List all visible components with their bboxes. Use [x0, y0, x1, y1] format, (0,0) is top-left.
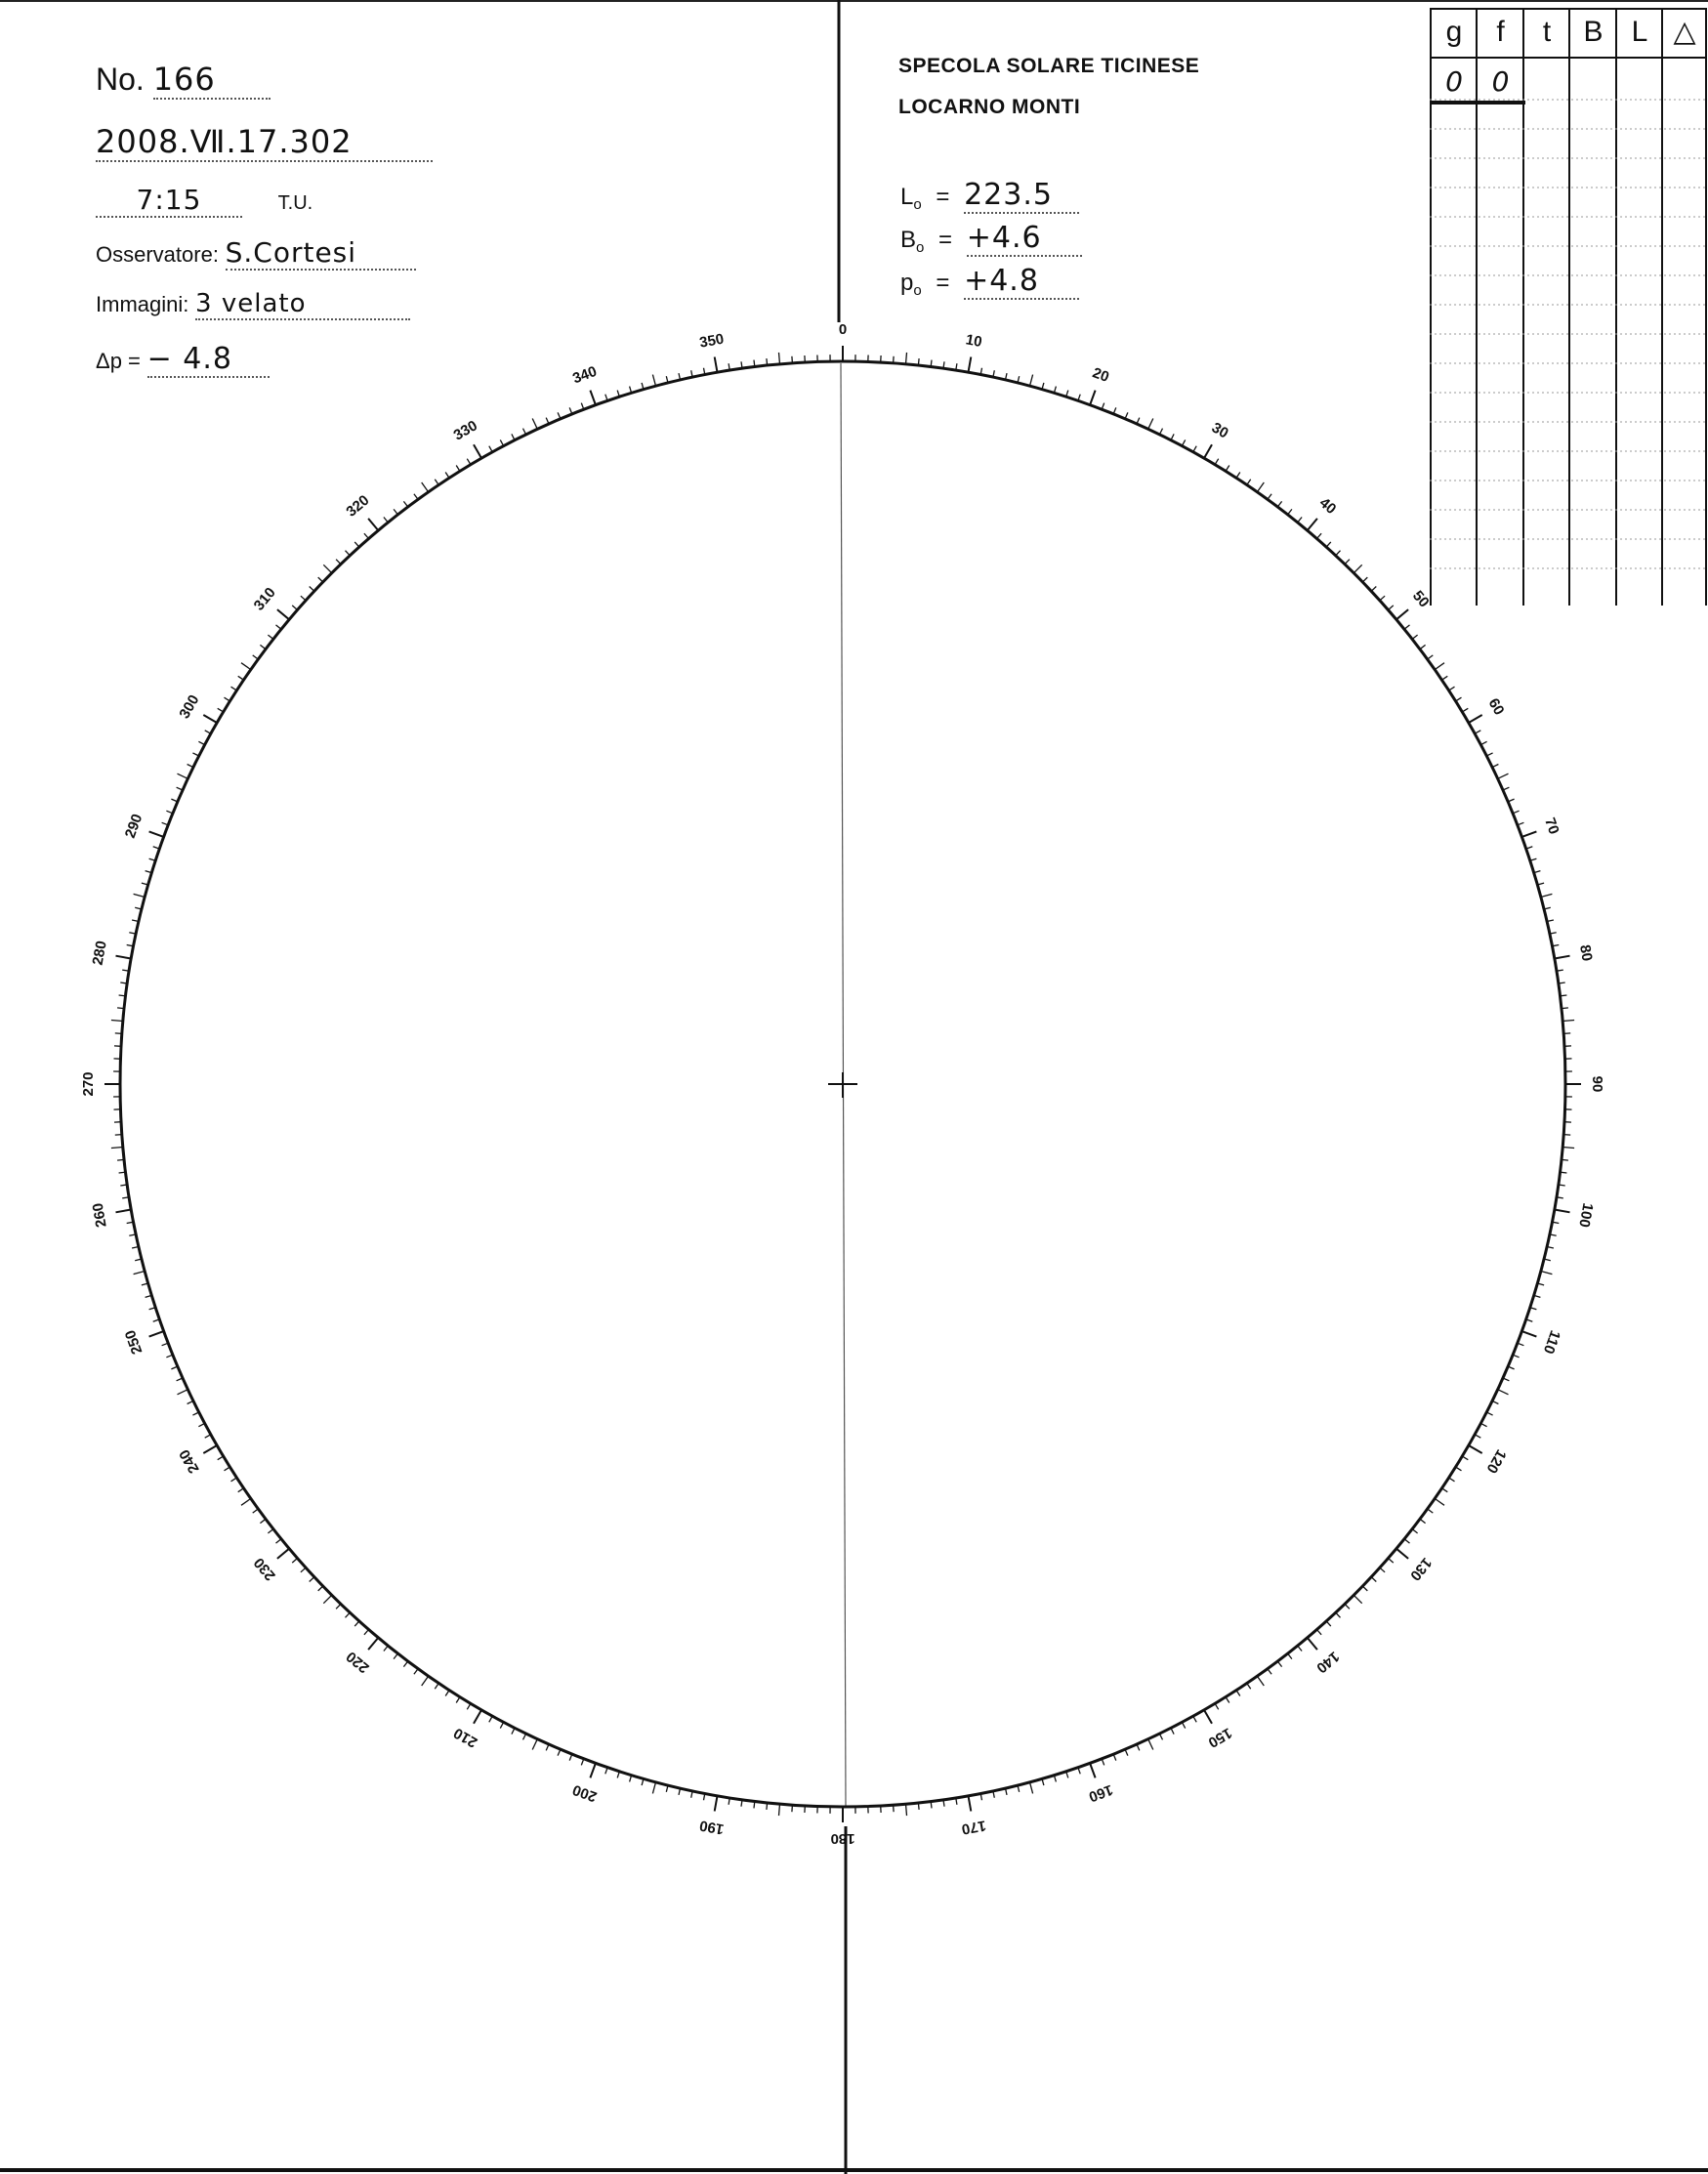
- degree-label: 300: [176, 691, 203, 722]
- degree-tick: [1396, 609, 1408, 619]
- degree-tick: [918, 1803, 919, 1810]
- degree-tick: [1456, 697, 1462, 701]
- observatory-location: LOCARNO MONTI: [898, 96, 1081, 118]
- degree-tick: [1193, 1716, 1196, 1722]
- degree-tick: [1182, 439, 1185, 445]
- degree-tick: [1354, 1595, 1361, 1603]
- degree-label: 210: [450, 1724, 480, 1751]
- degree-tick: [1442, 1488, 1448, 1492]
- degree-tick: [918, 358, 919, 365]
- degree-tick: [1204, 444, 1212, 458]
- degree-tick: [1226, 466, 1229, 472]
- degree-tick: [1469, 1445, 1482, 1453]
- degree-tick: [792, 356, 793, 363]
- degree-label: 220: [343, 1648, 373, 1677]
- cell-g-value: 0: [1445, 65, 1463, 98]
- degree-label: 130: [1406, 1554, 1436, 1584]
- degree-tick: [445, 1691, 449, 1696]
- B0-equals: =: [938, 227, 953, 253]
- degree-label: 250: [121, 1327, 146, 1357]
- degree-tick: [187, 765, 193, 768]
- degree-tick: [500, 439, 503, 445]
- degree-tick: [119, 995, 126, 996]
- degree-tick: [301, 596, 306, 601]
- degree-tick: [489, 446, 492, 452]
- degree-tick: [500, 1722, 503, 1728]
- degree-tick: [1204, 1710, 1212, 1724]
- degree-tick: [1561, 995, 1567, 996]
- images-value: 3 velato: [195, 289, 410, 320]
- degree-tick: [364, 533, 369, 538]
- degree-tick: [1562, 1021, 1574, 1022]
- number-value: 166: [153, 61, 271, 100]
- degree-tick: [1308, 519, 1317, 530]
- degree-tick: [205, 1435, 211, 1438]
- col-header-f: f: [1496, 16, 1505, 48]
- degree-label: 30: [1208, 419, 1231, 442]
- time-unit: T.U.: [277, 192, 313, 214]
- degree-label: 20: [1090, 364, 1111, 386]
- degree-tick: [134, 1272, 146, 1275]
- observatory-name: SPECOLA SOLARE TICINESE: [898, 55, 1200, 77]
- degree-tick: [1449, 687, 1455, 690]
- degree-tick: [767, 1803, 768, 1810]
- degree-tick: [115, 1033, 122, 1034]
- col-header-L: L: [1631, 16, 1648, 48]
- degree-tick: [1435, 663, 1444, 670]
- degree-tick: [1215, 1703, 1219, 1709]
- degree-label: 270: [79, 1071, 97, 1097]
- observer-value: S.Cortesi: [226, 236, 416, 271]
- degree-tick: [1563, 1135, 1570, 1136]
- degree-tick: [1435, 1498, 1444, 1505]
- degree-tick: [474, 1710, 481, 1724]
- degree-label: 240: [176, 1446, 203, 1477]
- col-header-g: g: [1445, 16, 1463, 48]
- degree-tick: [523, 1734, 526, 1739]
- degree-tick: [1159, 429, 1162, 435]
- degree-tick: [512, 434, 515, 439]
- observer-label: Osservatore:: [96, 242, 219, 267]
- degree-tick: [1492, 1401, 1498, 1403]
- degree-tick: [276, 1539, 281, 1543]
- L0-equals: =: [936, 184, 950, 210]
- degree-tick: [1268, 1669, 1271, 1675]
- degree-tick: [1171, 1728, 1174, 1734]
- degree-label: 340: [570, 362, 600, 388]
- degree-tick: [1420, 1519, 1426, 1523]
- degree-tick: [435, 1684, 438, 1690]
- degree-label: 140: [1312, 1648, 1343, 1677]
- degree-tick: [231, 687, 237, 690]
- degree-tick: [301, 1568, 306, 1572]
- degree-tick: [1345, 560, 1350, 564]
- degree-label: 10: [964, 331, 983, 351]
- degree-tick: [1193, 446, 1196, 452]
- degree-tick: [1404, 625, 1409, 629]
- degree-tick: [384, 518, 388, 523]
- degree-tick: [969, 357, 972, 373]
- degree-label: 280: [89, 940, 110, 967]
- degree-tick: [1336, 551, 1341, 556]
- degree-tick: [1480, 741, 1486, 744]
- degree-label: 200: [570, 1780, 600, 1806]
- degree-tick: [323, 564, 331, 572]
- degree-tick: [346, 551, 351, 556]
- degree-tick: [1456, 1467, 1462, 1471]
- degree-tick: [198, 1423, 204, 1426]
- degree-tick: [1236, 473, 1240, 479]
- degree-tick: [1562, 1148, 1574, 1149]
- degree-tick: [1562, 1008, 1568, 1009]
- L0-subscript: o: [913, 196, 922, 213]
- degree-tick: [346, 1612, 351, 1617]
- B0-subscript: o: [916, 239, 925, 256]
- degree-tick: [894, 356, 895, 363]
- degree-tick: [1308, 1638, 1317, 1650]
- B0-value: +4.6: [967, 221, 1082, 257]
- degree-tick: [292, 1559, 297, 1564]
- degree-tick: [192, 1412, 198, 1415]
- degree-tick: [203, 715, 217, 723]
- degree-tick: [1412, 635, 1418, 639]
- degree-tick: [1498, 773, 1509, 778]
- degree-tick: [336, 1604, 341, 1609]
- degree-tick: [754, 1802, 755, 1809]
- degree-tick: [767, 358, 768, 365]
- degree-tick: [384, 1646, 388, 1651]
- degree-tick: [467, 1703, 471, 1709]
- degree-label: 170: [960, 1817, 987, 1838]
- degree-tick: [1475, 1435, 1480, 1438]
- degree-tick: [1257, 482, 1264, 492]
- degree-tick: [779, 1804, 780, 1816]
- degree-tick: [310, 1577, 314, 1582]
- degree-tick: [1362, 577, 1367, 582]
- degree-label: 160: [1086, 1780, 1115, 1806]
- degree-tick: [205, 731, 211, 733]
- degree-tick: [512, 1728, 515, 1734]
- degree-tick: [1396, 1549, 1408, 1559]
- degree-tick: [1521, 831, 1536, 837]
- degree-tick: [590, 391, 596, 405]
- degree-label: 230: [250, 1554, 279, 1584]
- L0-value: 223.5: [964, 178, 1079, 214]
- degree-tick: [715, 357, 718, 373]
- degree-tick: [1090, 391, 1096, 405]
- degree-label: 40: [1315, 494, 1340, 519]
- degree-label: 120: [1482, 1446, 1510, 1477]
- degree-tick: [115, 1135, 122, 1136]
- degree-tick: [1412, 1529, 1418, 1533]
- degree-tick: [336, 560, 341, 564]
- degree-tick: [368, 1638, 378, 1650]
- degree-tick: [532, 1739, 537, 1750]
- degree-tick: [1486, 753, 1492, 756]
- degree-tick: [414, 1669, 418, 1675]
- degree-tick: [906, 1804, 907, 1816]
- degree-label: 100: [1575, 1201, 1597, 1229]
- L0-symbol: L: [900, 184, 914, 210]
- degree-tick: [1492, 765, 1498, 768]
- number-label: No.: [96, 62, 145, 97]
- degree-tick: [590, 1763, 596, 1777]
- degree-tick: [268, 635, 273, 639]
- degree-tick: [467, 459, 471, 465]
- delta-p-value: − 4.8: [147, 342, 270, 378]
- degree-label: 0: [838, 320, 848, 338]
- degree-tick: [1247, 480, 1251, 485]
- degree-tick: [268, 1529, 273, 1533]
- degree-tick: [474, 444, 481, 458]
- degree-label: 320: [343, 491, 373, 521]
- degree-tick: [1521, 1331, 1536, 1337]
- degree-tick: [1030, 1782, 1033, 1794]
- degree-tick: [403, 501, 407, 507]
- degree-label: 80: [1576, 943, 1596, 963]
- degree-tick: [1268, 494, 1271, 500]
- degree-tick: [1345, 1604, 1350, 1609]
- degree-tick: [260, 1519, 266, 1523]
- degree-tick: [1475, 731, 1480, 733]
- degree-tick: [368, 519, 378, 530]
- degree-tick: [715, 1796, 718, 1812]
- degree-tick: [253, 655, 259, 659]
- degree-tick: [1389, 606, 1394, 610]
- B0-symbol: B: [900, 227, 917, 253]
- degree-tick: [523, 429, 526, 435]
- degree-tick: [394, 1653, 397, 1659]
- degree-tick: [241, 663, 251, 670]
- cell-f-value: 0: [1491, 65, 1510, 98]
- degree-tick: [906, 353, 907, 364]
- degree-tick: [1277, 1661, 1281, 1667]
- degree-tick: [277, 1549, 289, 1559]
- degree-tick: [1449, 1478, 1455, 1482]
- degree-tick: [231, 1478, 237, 1482]
- degree-label: 190: [698, 1817, 726, 1838]
- images-label: Immagini:: [96, 292, 189, 316]
- degree-tick: [318, 577, 323, 582]
- degree-tick: [238, 676, 244, 680]
- degree-tick: [192, 753, 198, 756]
- degree-tick: [111, 1148, 123, 1149]
- degree-tick: [1298, 1646, 1302, 1651]
- degree-tick: [1541, 894, 1553, 897]
- degree-tick: [134, 894, 146, 897]
- degree-tick: [445, 473, 449, 479]
- degree-tick: [238, 1488, 244, 1492]
- degree-tick: [403, 1661, 407, 1667]
- degree-tick: [1030, 375, 1033, 387]
- degree-tick: [292, 606, 297, 610]
- degree-tick: [1389, 1559, 1394, 1564]
- degree-tick: [1469, 715, 1482, 723]
- degree-tick: [931, 1802, 932, 1809]
- degree-tick: [931, 360, 932, 367]
- degree-tick: [1277, 501, 1281, 507]
- degree-tick: [1562, 1159, 1568, 1160]
- degree-tick: [1317, 1630, 1322, 1635]
- degree-tick: [323, 1595, 331, 1603]
- degree-tick: [1380, 1568, 1385, 1572]
- degree-tick: [117, 1008, 124, 1009]
- degree-label: 350: [698, 330, 726, 352]
- degree-tick: [364, 1630, 369, 1635]
- degree-tick: [1236, 1691, 1240, 1696]
- degree-tick: [354, 1621, 359, 1626]
- degree-tick: [489, 1716, 492, 1722]
- degree-tick: [1380, 596, 1385, 601]
- degree-tick: [1404, 1539, 1409, 1543]
- degree-tick: [1148, 419, 1153, 430]
- degree-tick: [253, 1509, 259, 1513]
- degree-tick: [1326, 1621, 1331, 1626]
- degree-tick: [435, 480, 438, 485]
- degree-label: 90: [1589, 1075, 1606, 1093]
- degree-tick: [1148, 1739, 1153, 1750]
- degree-tick: [1336, 1612, 1341, 1617]
- degree-tick: [1371, 587, 1376, 592]
- degree-tick: [1247, 1684, 1251, 1690]
- bottom-border: [0, 2168, 1708, 2172]
- degree-tick: [1486, 1412, 1492, 1415]
- degree-tick: [1288, 1653, 1292, 1659]
- degree-tick: [779, 353, 780, 364]
- degree-label: 150: [1205, 1724, 1235, 1751]
- degree-tick: [1561, 1172, 1567, 1173]
- degree-tick: [1555, 956, 1570, 959]
- degree-label: 70: [1541, 815, 1562, 837]
- degree-tick: [187, 1401, 193, 1403]
- degree-tick: [1257, 1676, 1264, 1686]
- degree-tick: [1159, 1734, 1162, 1739]
- degree-tick: [1498, 1390, 1509, 1395]
- degree-tick: [178, 773, 188, 778]
- degree-tick: [1563, 1033, 1570, 1034]
- degree-tick: [1171, 434, 1174, 439]
- p0-subscript: o: [913, 282, 922, 299]
- degree-tick: [198, 741, 204, 744]
- degree-tick: [277, 609, 289, 619]
- degree-tick: [241, 1498, 251, 1505]
- degree-tick: [456, 466, 460, 472]
- degree-tick: [310, 587, 314, 592]
- degree-tick: [754, 360, 755, 367]
- degree-tick: [1362, 1586, 1367, 1591]
- degree-tick: [894, 1805, 895, 1812]
- degree-tick: [1480, 1423, 1486, 1426]
- degree-tick: [225, 1467, 230, 1471]
- degree-tick: [178, 1390, 188, 1395]
- degree-tick: [1317, 533, 1322, 538]
- degree-tick: [119, 1172, 126, 1173]
- degree-tick: [1215, 459, 1219, 465]
- delta-p-label: Δp =: [96, 349, 141, 373]
- degree-label: 290: [121, 812, 146, 841]
- degree-tick: [111, 1021, 123, 1022]
- degree-tick: [354, 542, 359, 547]
- degree-tick: [422, 1676, 429, 1686]
- date-value: 2008.Ⅶ.17.302: [96, 123, 433, 162]
- degree-tick: [1226, 1697, 1229, 1703]
- degree-tick: [116, 956, 132, 959]
- degree-tick: [1541, 1272, 1553, 1275]
- degree-label: 260: [89, 1201, 110, 1229]
- degree-tick: [1420, 645, 1426, 648]
- degree-tick: [1288, 509, 1292, 515]
- col-header-t: t: [1542, 16, 1552, 48]
- degree-tick: [1182, 1722, 1185, 1728]
- degree-tick: [116, 1210, 132, 1213]
- degree-tick: [1298, 518, 1302, 523]
- degree-tick: [792, 1805, 793, 1812]
- p0-symbol: p: [900, 270, 914, 296]
- degree-label: 310: [250, 584, 279, 614]
- degree-tick: [318, 1586, 323, 1591]
- degree-tick: [1462, 708, 1468, 712]
- degree-tick: [456, 1697, 460, 1703]
- degree-tick: [532, 419, 537, 430]
- degree-tick: [260, 645, 266, 648]
- degree-tick: [1428, 655, 1434, 659]
- degree-tick: [149, 1331, 164, 1337]
- col-header-delta: △: [1673, 16, 1696, 48]
- degree-tick: [276, 625, 281, 629]
- degree-tick: [1354, 564, 1361, 572]
- degree-label: 50: [1408, 587, 1433, 611]
- p0-equals: =: [936, 270, 950, 296]
- degree-tick: [1428, 1509, 1434, 1513]
- degree-tick: [414, 494, 418, 500]
- degree-tick: [1371, 1577, 1376, 1582]
- degree-tick: [218, 708, 224, 712]
- degree-tick: [1326, 542, 1331, 547]
- degree-tick: [652, 1782, 655, 1794]
- degree-label: 110: [1539, 1327, 1564, 1357]
- p0-value: +4.8: [964, 264, 1079, 300]
- degree-tick: [218, 1456, 224, 1460]
- degree-tick: [1555, 1210, 1570, 1213]
- degree-tick: [225, 697, 230, 701]
- degree-tick: [1090, 1763, 1096, 1777]
- degree-tick: [149, 831, 164, 837]
- degree-tick: [969, 1796, 972, 1812]
- degree-tick: [203, 1445, 217, 1453]
- degree-label: 60: [1484, 695, 1508, 719]
- degree-tick: [1462, 1456, 1468, 1460]
- degree-tick: [652, 375, 655, 387]
- degree-label: 330: [450, 417, 480, 444]
- degree-label: 180: [830, 1830, 855, 1848]
- degree-tick: [422, 482, 429, 492]
- degree-tick: [1442, 676, 1448, 680]
- degree-tick: [394, 509, 397, 515]
- col-header-B: B: [1583, 16, 1604, 48]
- degree-tick: [117, 1159, 124, 1160]
- time-value: 7:15: [96, 184, 242, 218]
